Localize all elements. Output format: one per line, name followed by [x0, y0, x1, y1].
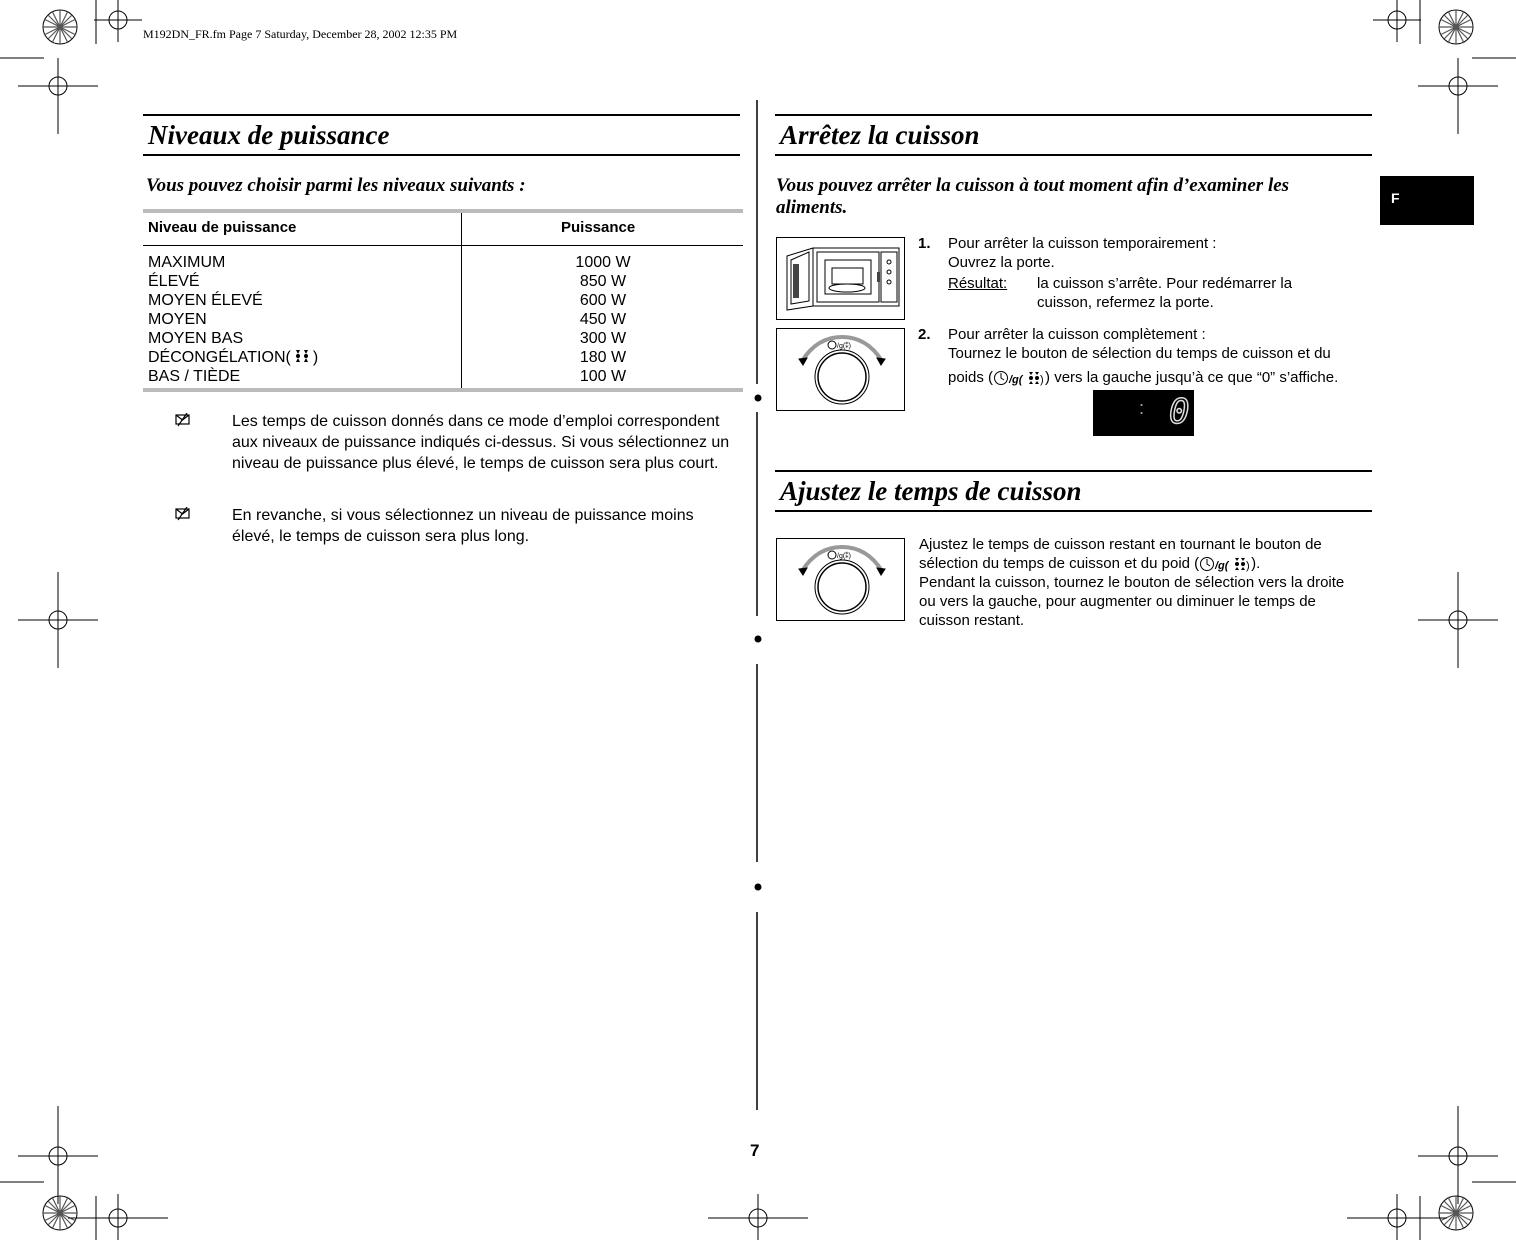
dial-illustration-adjust — [776, 538, 905, 621]
power-levels-intro: Vous pouvez choisir parmi les niveaux suivants : — [146, 175, 526, 196]
power-value: 100 W — [579, 368, 627, 385]
power-level-name: DÉCONGÉLATION( — [148, 349, 291, 366]
microwave-open-door-icon — [777, 238, 904, 319]
power-value: 180 W — [579, 349, 627, 366]
power-value: 850 W — [579, 273, 627, 290]
adjust-text-1: Ajustez le temps de cuisson restant en tournant le bouton de sélection du temps de cuisson et du poid ( /g( ) ). — [919, 536, 1322, 573]
display-digit: 0 — [1169, 392, 1190, 432]
power-level-list — [148, 253, 318, 386]
step-2-number: 2. — [918, 326, 931, 343]
step-2-line-1: Pour arrêter la cuisson complètement : — [948, 326, 1206, 343]
note-icon — [175, 413, 191, 427]
defrost-icon — [293, 349, 311, 363]
cooking-time-dial-icon — [777, 329, 904, 410]
section-title-stop-cooking: Arrêtez la cuisson — [775, 114, 1372, 156]
power-value-list — [543, 253, 663, 386]
table-header-power: Puissance — [561, 219, 636, 236]
power-value: 450 W — [579, 311, 627, 328]
dial-illustration-stop — [776, 328, 905, 411]
step-1-line-1: Pour arrêter la cuisson temporairement : — [948, 235, 1217, 252]
result-label: Résultat: — [948, 275, 1008, 292]
power-value: 1000 W — [575, 254, 631, 271]
svg-text:): ) — [1040, 374, 1044, 387]
stop-cooking-intro: Vous pouvez arrêter la cuisson à tout moment afin d’examiner les aliments. — [776, 175, 1290, 218]
svg-text:/g(⁑): /g(⁑) — [837, 553, 851, 560]
table-header-level: Niveau de puissance — [148, 219, 297, 236]
power-levels-table — [143, 209, 743, 392]
section-title-adjust-time: Ajustez le temps de cuisson — [775, 470, 1372, 512]
time-weight-dial-symbol-icon — [993, 369, 1045, 387]
page-number: 7 — [750, 1141, 760, 1160]
svg-text:): ) — [1246, 560, 1250, 573]
note-lower-power: En revanche, si vous sélectionnez un niveau de puissance moins élevé, le temps de cuisson sera plus long. — [232, 507, 694, 545]
svg-text:/g(: /g( — [1215, 560, 1229, 573]
power-level-name: ÉLEVÉ — [148, 273, 200, 290]
note-icon — [175, 507, 191, 521]
section-title-power-levels: Niveaux de puissance — [143, 114, 740, 156]
language-tab: F — [1380, 176, 1474, 225]
power-value: 600 W — [579, 292, 627, 309]
svg-text:/g(: /g( — [1009, 374, 1023, 387]
step-2-line-2: Tournez le bouton de sélection du temps de cuisson et du — [948, 345, 1331, 362]
step-1-line-2: Ouvrez la porte. — [948, 254, 1055, 271]
cooking-time-dial-icon — [777, 539, 904, 620]
display-colon: : — [1139, 398, 1145, 418]
svg-text:/g(⁑): /g(⁑) — [837, 343, 851, 350]
power-level-name: MOYEN BAS — [148, 330, 244, 347]
result-text: la cuisson s’arrête. Pour redémarrer la cuisson, refermez la porte. — [1037, 275, 1293, 311]
power-level-name: MOYEN — [148, 311, 207, 328]
step-1-number: 1. — [918, 235, 931, 252]
open-door-illustration — [776, 237, 905, 320]
power-level-name: MOYEN ÉLEVÉ — [148, 292, 263, 309]
power-level-name: MAXIMUM — [148, 254, 226, 271]
step-2-line-3: poids ( /g( ) ) vers la gauche jusqu’à ce que “0” s’affiche. — [948, 369, 1339, 387]
power-level-name: BAS / TIÈDE — [148, 368, 241, 385]
display-panel — [1093, 390, 1194, 436]
note-cooking-times: Les temps de cuisson donnés dans ce mode d’emploi correspondent aux niveaux de puissance indiqués ci-dessus. Si vous sélectionnez un niveau de puissance plus élevé, le temps de cuisson sera plus court. — [232, 413, 730, 472]
power-value: 300 W — [579, 330, 627, 347]
adjust-text-2: Pendant la cuisson, tournez le bouton de sélection vers la droite ou vers la gauche, pour augmenter ou diminuer le temps de cuisson restant. — [919, 574, 1345, 629]
time-weight-dial-symbol-icon — [1199, 555, 1251, 573]
power-level-defrost-row: DÉCONGÉLATION( ) — [148, 349, 319, 366]
print-header-file-info: M192DN_FR.fm Page 7 Saturday, December 28, 2002 12:35 PM — [143, 27, 458, 41]
